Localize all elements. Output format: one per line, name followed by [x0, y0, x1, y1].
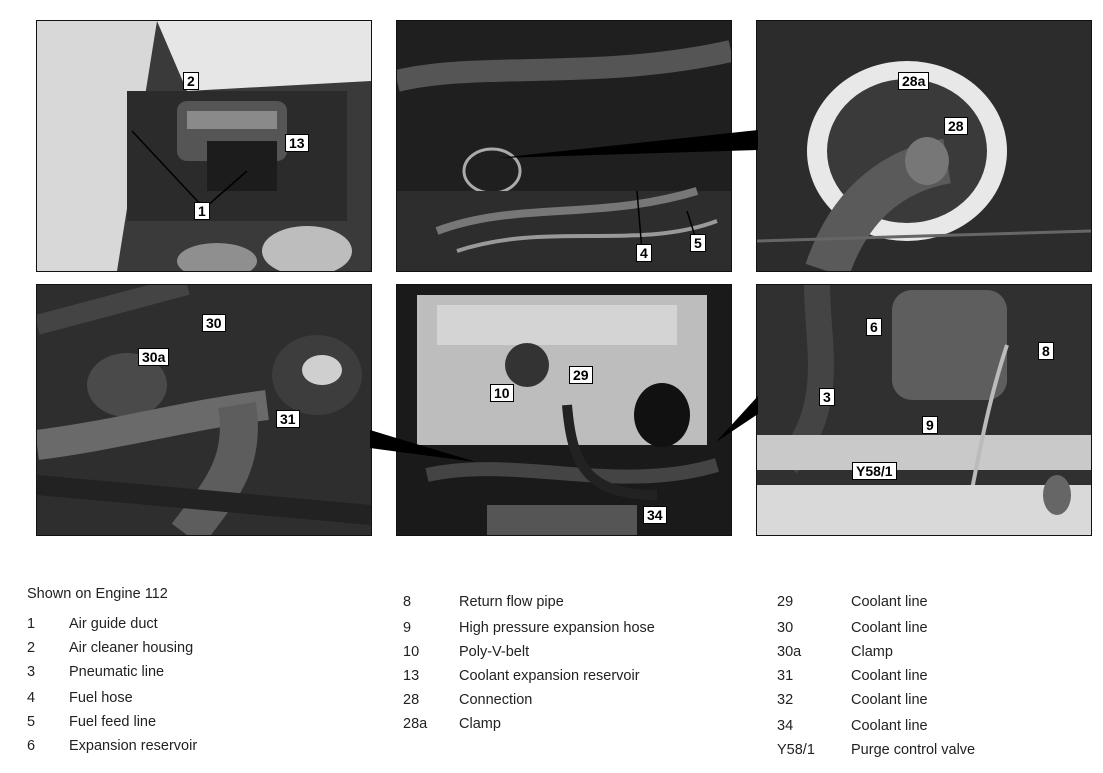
- legend-number: 34: [777, 718, 794, 734]
- callout-label: 5: [690, 234, 706, 252]
- callout-label: 6: [866, 318, 882, 336]
- legend-number: 32: [777, 692, 794, 708]
- legend-number: 2: [27, 640, 36, 656]
- callout-label: 1: [194, 202, 210, 220]
- legend-description: Coolant line: [851, 668, 928, 684]
- callout-label: 30a: [138, 348, 169, 366]
- callout-label: 3: [819, 388, 835, 406]
- legend-number: 6: [27, 738, 36, 754]
- callout-label: 4: [636, 244, 652, 262]
- legend-description: Coolant line: [851, 620, 928, 636]
- legend-description: High pressure expansion hose: [459, 620, 655, 636]
- legend-description: Air cleaner housing: [69, 640, 194, 656]
- callout-label: 28: [944, 117, 968, 135]
- callout-label: 28a: [898, 72, 929, 90]
- photo-panel-engine-bay: [36, 20, 372, 272]
- callout-label: 2: [183, 72, 199, 90]
- legend-number: 1: [27, 616, 36, 632]
- legend-number: 28a: [403, 716, 428, 732]
- photo-panel-engine-front: [396, 284, 732, 536]
- engine-front-illustration: [397, 285, 731, 535]
- legend-description: Coolant expansion reservoir: [459, 668, 640, 684]
- legend-column-1: [27, 616, 367, 766]
- legend-description: Clamp: [459, 716, 501, 732]
- legend-column-3: [777, 594, 1097, 769]
- callout-label: 29: [569, 366, 593, 384]
- legend-number: 4: [27, 690, 36, 706]
- photo-panel-reservoir-connection: [756, 20, 1092, 272]
- legend-description: Return flow pipe: [459, 594, 564, 610]
- photo-panel-purge-valve: [756, 284, 1092, 536]
- legend-description: Connection: [459, 692, 533, 708]
- legend-description: Fuel hose: [69, 690, 133, 706]
- legend-description: Purge control valve: [851, 742, 976, 758]
- legend-description: Fuel feed line: [69, 714, 157, 730]
- legend-description: Clamp: [851, 644, 893, 660]
- legend-number: 13: [403, 668, 420, 684]
- legend-description: Expansion reservoir: [69, 738, 198, 754]
- reservoir-connection-illustration: [757, 21, 1091, 271]
- callout-label: 10: [490, 384, 514, 402]
- legend-number: 29: [777, 594, 794, 610]
- callout-label: Y58/1: [852, 462, 897, 480]
- callout-label: 8: [1038, 342, 1054, 360]
- legend-description: Coolant line: [851, 718, 928, 734]
- callout-label: 9: [922, 416, 938, 434]
- engine-bay-illustration: [37, 21, 371, 271]
- legend-description: Poly-V-belt: [459, 644, 530, 660]
- callout-label: 31: [276, 410, 300, 428]
- figure-caption: Shown on Engine 112: [27, 586, 168, 602]
- legend-number: Y58/1: [777, 742, 815, 758]
- purge-valve-illustration: [757, 285, 1091, 535]
- photo-panel-fuel-lines: [396, 20, 732, 272]
- legend-number: 8: [403, 594, 412, 610]
- legend-description: Air guide duct: [69, 616, 158, 632]
- legend-number: 28: [403, 692, 420, 708]
- legend-number: 30a: [777, 644, 802, 660]
- legend-number: 3: [27, 664, 36, 680]
- legend-column-2: [403, 594, 763, 744]
- legend-description: Coolant line: [851, 692, 928, 708]
- legend-number: 30: [777, 620, 794, 636]
- callout-label: 34: [643, 506, 667, 524]
- legend-number: 9: [403, 620, 412, 636]
- fuel-lines-illustration: [397, 21, 731, 271]
- legend-number: 31: [777, 668, 794, 684]
- legend-number: 10: [403, 644, 420, 660]
- legend-description: Pneumatic line: [69, 664, 165, 680]
- legend-number: 5: [27, 714, 36, 730]
- callout-label: 13: [285, 134, 309, 152]
- callout-label: 30: [202, 314, 226, 332]
- legend-description: Coolant line: [851, 594, 928, 610]
